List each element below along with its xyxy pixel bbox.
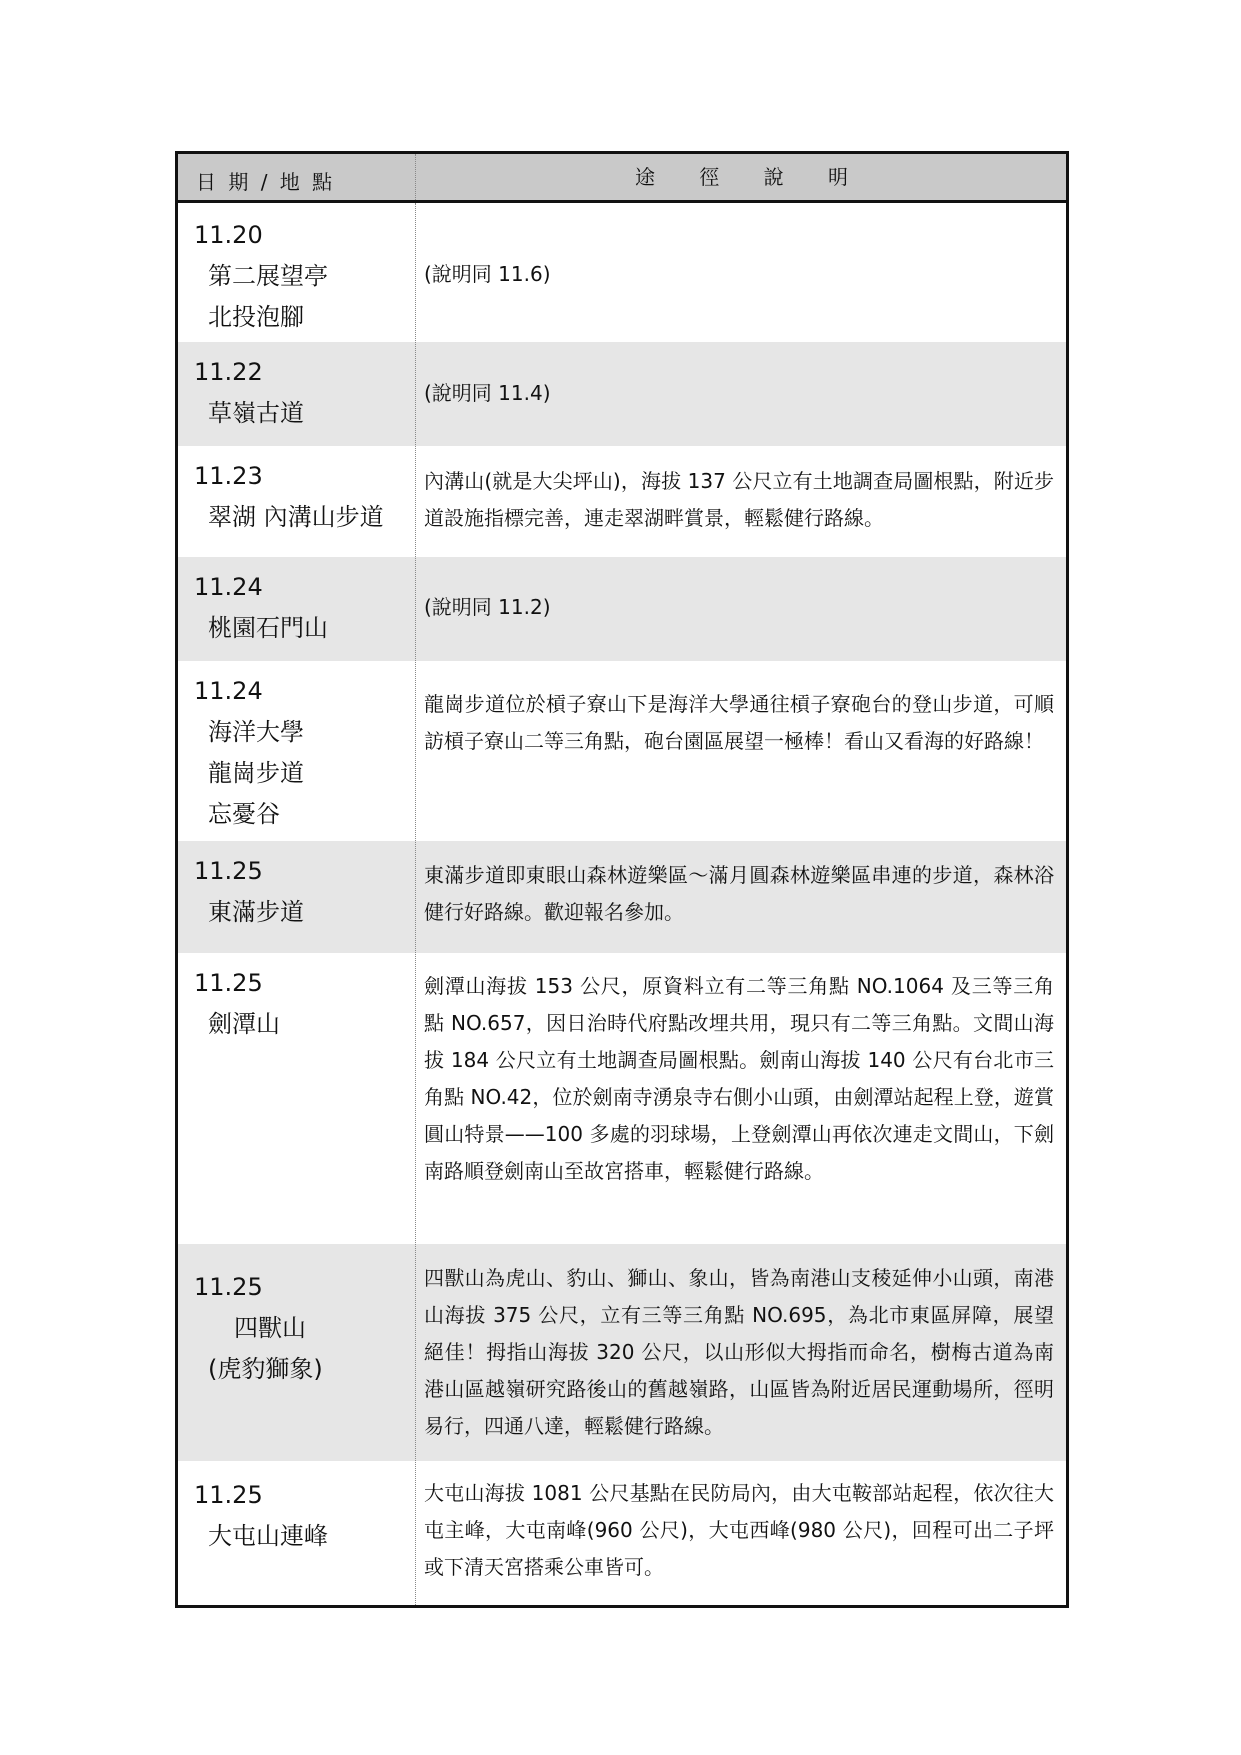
row-place: 四獸山 — [234, 1314, 306, 1342]
row-place: 大屯山連峰 — [208, 1522, 328, 1550]
route-table — [175, 151, 1069, 1608]
row-place: 第二展望亭 — [208, 262, 328, 290]
row-desc: (說明同 11.6) — [424, 262, 551, 286]
table-header — [178, 154, 1066, 203]
row-place: 北投泡腳 — [208, 303, 304, 331]
row-date: 11.24 — [194, 677, 263, 705]
row-date: 11.25 — [194, 1481, 263, 1509]
header-date-place: 日 期 / 地 點 — [196, 170, 336, 194]
table-row — [178, 557, 1066, 661]
column-divider — [415, 203, 416, 1605]
table-row — [178, 953, 1066, 1244]
row-date: 11.25 — [194, 857, 263, 885]
row-desc: (說明同 11.4) — [424, 381, 551, 405]
row-desc: 內溝山(就是大尖坪山)，海拔 137 公尺立有土地調查局圖根點，附近步道設施指標完善，連走翠湖畔賞景，輕鬆健行路線。 — [424, 469, 1054, 530]
row-date: 11.20 — [194, 221, 263, 249]
table-row — [178, 661, 1066, 841]
row-place: 東滿步道 — [208, 898, 304, 926]
row-place: 草嶺古道 — [208, 399, 304, 427]
row-date: 11.23 — [194, 462, 263, 490]
table-row — [178, 203, 1066, 342]
table-row — [178, 1244, 1066, 1461]
row-place: 忘憂谷 — [208, 800, 280, 828]
row-desc: 龍崗步道位於槓子寮山下是海洋大學通往槓子寮砲台的登山步道，可順訪槓子寮山二等三角點，砲台園區展望一極棒！看山又看海的好路線！ — [424, 692, 1054, 753]
row-date: 11.25 — [194, 969, 263, 997]
table-row — [178, 446, 1066, 557]
row-place: 龍崗步道 — [208, 759, 304, 787]
row-date: 11.22 — [194, 358, 263, 386]
row-place: 翠湖 內溝山步道 — [208, 503, 384, 531]
row-place: 海洋大學 — [208, 718, 304, 746]
row-desc: 四獸山為虎山、豹山、獅山、象山，皆為南港山支稜延伸小山頭，南港山海拔 375 公尺，立有三等三角點 NO.695，為北市東區屏障，展望絕佳！拇指山海拔 320 公尺，以山形似大拇指而命名，樹梅古道為南港山區越嶺研究路後山的舊越嶺路，山區皆為附近居民運動場所，徑明易行，四通八達，輕鬆健行路線。 — [424, 1266, 1054, 1438]
row-place: 劍潭山 — [208, 1010, 280, 1038]
row-date: 11.25 — [194, 1273, 263, 1301]
row-date: 11.24 — [194, 573, 263, 601]
row-desc: 東滿步道即東眼山森林遊樂區～滿月圓森林遊樂區串連的步道，森林浴健行好路線。歡迎報名參加。 — [424, 863, 1054, 924]
table-row — [178, 1461, 1066, 1605]
row-desc: 大屯山海拔 1081 公尺基點在民防局內，由大屯鞍部站起程，依次往大屯主峰，大屯南峰(960 公尺)，大屯西峰(980 公尺)，回程可出二子坪或下清天宮搭乘公車皆可。 — [424, 1481, 1054, 1579]
row-desc: (說明同 11.2) — [424, 595, 551, 619]
table-row — [178, 342, 1066, 446]
row-place: 桃園石門山 — [208, 614, 328, 642]
row-place: (虎豹獅象) — [208, 1355, 323, 1383]
header-route-desc: 途 徑 說 明 — [415, 154, 1067, 200]
table-row — [178, 841, 1066, 953]
row-desc: 劍潭山海拔 153 公尺，原資料立有二等三角點 NO.1064 及三等三角點 NO.657，因日治時代府點改埋共用，現只有二等三角點。文間山海拔 184 公尺立有土地調查局圖根點。劍南山海拔 140 公尺有台北市三角點 NO.42，位於劍南寺湧泉寺右側小山頭，由劍潭站起程上登，遊賞圓山特景——100 多處的羽球場，上登劍潭山再依次連走文間山，下劍南路順登劍南山至故宮搭車，輕鬆健行路線。 — [424, 974, 1054, 1183]
